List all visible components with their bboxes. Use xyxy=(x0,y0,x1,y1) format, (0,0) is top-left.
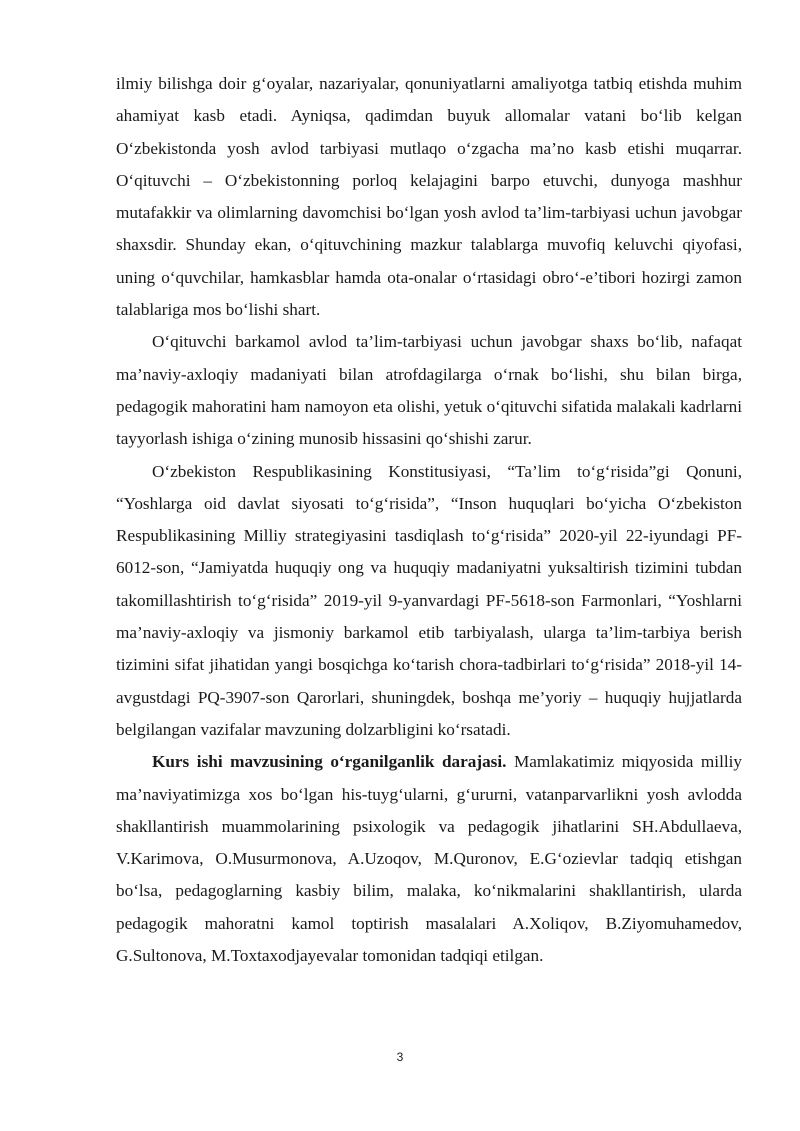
paragraph-text: O‘zbekiston Respublikasining Konstitusiyasi, “Ta’lim to‘g‘risida”gi Qonuni, “Yoshlarga oid davlat siyosati to‘g‘risida”, “Inson huquqlari bo‘yicha O‘zbekiston Respublikasining Milliy strategiyasini tasdiqlash to‘g‘risida” 2020-yil 22-iyundagi PF-6012-son, “Jamiyatda huquqiy ong va huquqiy madaniyatni yuksaltirish tizimini tubdan takomillashtirish to‘g‘risida” 2019-yil 9-yanvardagi PF-5618-son Farmonlari, “Yoshlarni ma’naviy-axloqiy va jismoniy barkamol etib tarbiyalash, ularga ta’lim-tarbiya berish tizimini sifat jihatidan yangi bosqichga ko‘tarish chora-tadbirlari to‘g‘risida” 2018-yil 14-avgustdagi PQ-3907-son Qarorlari, shuningdek, boshqa me’yoriy – huquqiy hujjatlarda belgilangan vazifalar mavzuning dolzarbligini ko‘rsatadi. xyxy=(116,461,742,739)
paragraph-text: ilmiy bilishga doir g‘oyalar, nazariyalar, qonuniyatlarni amaliyotga tatbiq etishda muhim ahamiyat kasb etadi. Ayniqsa, qadimdan buyuk allomalar vatani bo‘lib kelgan O‘zbekistonda yosh avlod tarbiyasi mutlaqo o‘zgacha ma’no kasb etishi muqarrar. O‘qituvchi – O‘zbekistonning porloq kelajagini barpo etuvchi, dunyoga mashhur mutafakkir va olimlarning davomchisi bo‘lgan yosh avlod ta’lim-tarbiyasi uchun javobgar shaxsdir. Shunday ekan, o‘qituvchining mazkur talablarga muvofiq keluvchi qiyofasi, uning o‘quvchilar, hamkasblar hamda ota-onalar o‘rtasidagi obro‘-e’tibori hozirgi zamon talablariga mos bo‘lishi shart. xyxy=(116,74,742,320)
page-number: 3 xyxy=(396,1050,404,1064)
paragraph-continuation xyxy=(116,68,742,326)
section-heading-inline: Kurs ishi mavzusining o‘rganilganlik darajasi. xyxy=(152,752,507,772)
paragraph-text: O‘qituvchi barkamol avlod ta’lim-tarbiyasi uchun javobgar shaxs bo‘lib, nafaqat ma’naviy-axloqiy madaniyati bilan atrofdagilarga o‘rnak bo‘lishi, shu bilan birga, pedagogik mahoratini ham namoyon eta olishi, yetuk o‘qituvchi sifatida malakali kadrlarni tayyorlash ishiga o‘zining munosib hissasini qo‘shishi zarur. xyxy=(116,332,742,449)
paragraph-research-degree xyxy=(116,746,742,972)
paragraph-legal-documents xyxy=(116,456,742,747)
paragraph-text: Mamlakatimiz miqyosida milliy ma’naviyatimizga xos bo‘lgan his-tuyg‘ularni, g‘ururni, vatanparvarlikni yosh avlodda shakllantirish muammolarining psixologik va pedagogik jihatlarini SH.Abdullaeva, V.Karimova, O.Musurmonova, A.Uzoqov, M.Quronov, E.G‘ozievlar tadqiq etishgan bo‘lsa, pedagoglarning kasbiy bilim, malaka, ko‘nikmalarini shakllantirish, ularda pedagogik mahoratni kamol toptirish masalalari A.Xoliqov, B.Ziyomuhamedov, G.Sultonova, M.Toxtaxodjayevalar tomonidan tadqiqi etilgan. xyxy=(116,752,742,966)
document-body xyxy=(116,68,742,972)
paragraph-teacher-role xyxy=(116,326,742,455)
